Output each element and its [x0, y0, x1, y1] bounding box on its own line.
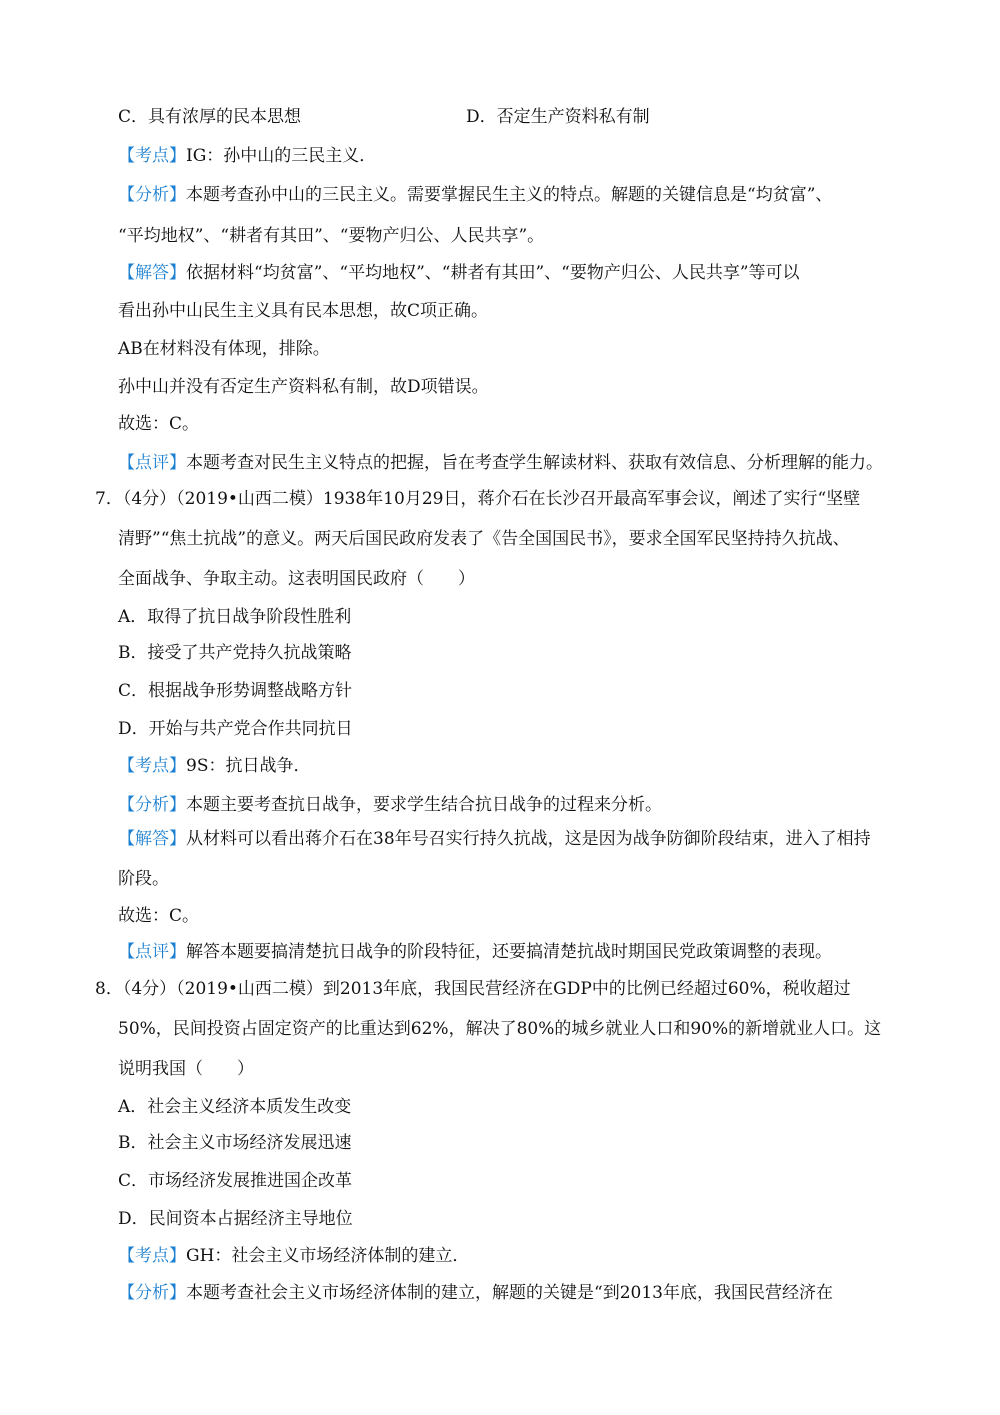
q8-option-a: A．社会主义经济本质发生改变: [118, 1097, 352, 1117]
q6-option-d: D．否定生产资料私有制: [466, 107, 650, 127]
q8-option-b: B．社会主义市场经济发展迅速: [118, 1133, 352, 1153]
jieda-tag: 【解答】: [118, 263, 186, 283]
q6-fenxi-line2: “平均地权”、“耕者有其田”、“要物产归公、人民共享”。: [118, 226, 545, 246]
kaodian-tag: 【考点】: [118, 146, 186, 166]
q7-jieda-line2: 阶段。: [118, 869, 169, 889]
q6-jieda-line5: 故选：C。: [118, 414, 200, 434]
fenxi-text: 本题考查社会主义市场经济体制的建立，解题的关键是“到2013年底，我国民营经济在: [186, 1283, 833, 1303]
kaodian-text: IG：孙中山的三民主义．: [186, 146, 377, 166]
q7-dianping: [118, 941, 832, 965]
q8-stem-line3: 说明我国（ ）: [118, 1059, 254, 1079]
q7-option-d: D．开始与共产党合作共同抗日: [118, 719, 353, 739]
q7-option-b: B．接受了共产党持久抗战策略: [118, 643, 352, 663]
q7-jieda: [118, 828, 871, 852]
dianping-tag: 【点评】: [118, 453, 186, 473]
q6-jieda-line3: AB在材料没有体现，排除。: [118, 339, 330, 359]
q6-jieda-line4: 孙中山并没有否定生产资料私有制，故D项错误。: [118, 377, 489, 397]
jieda-text-line1: 从材料可以看出蒋介石在38年号召实行持久抗战，这是因为战争防御阶段结束，进入了相持: [186, 829, 871, 849]
dianping-text: 本题考查对民生主义特点的把握，旨在考查学生解读材料、获取有效信息、分析理解的能力。: [186, 453, 883, 473]
q8-kaodian: [118, 1245, 469, 1269]
kaodian-tag: 【考点】: [118, 1246, 186, 1266]
q7-option-a: A．取得了抗日战争阶段性胜利: [118, 607, 352, 627]
fenxi-tag: 【分析】: [118, 795, 186, 815]
dianping-text: 解答本题要搞清楚抗日战争的阶段特征，还要搞清楚抗战时期国民党政策调整的表现。: [186, 942, 832, 962]
fenxi-tag: 【分析】: [118, 185, 186, 205]
q7-jieda-line3: 故选：C。: [118, 906, 200, 926]
q7-kaodian: [118, 755, 310, 779]
dianping-tag: 【点评】: [118, 942, 186, 962]
kaodian-text: GH：社会主义市场经济体制的建立．: [186, 1246, 470, 1266]
q8-stem-line1: 8．（4分）（2019•山西二模）到2013年底，我国民营经济在GDP中的比例已经超过60%，税收超过: [95, 979, 851, 999]
fenxi-text-line1: 本题考查孙中山的三民主义。需要掌握民生主义的特点。解题的关键信息是“均贫富”、: [186, 185, 833, 205]
q7-stem-line1: 7．（4分）（2019•山西二模）1938年10月29日，蒋介石在长沙召开最高军事会议，阐述了实行“坚壁: [95, 489, 861, 509]
q6-dianping: [118, 452, 883, 476]
q6-option-c: C．具有浓厚的民本思想: [118, 107, 302, 127]
kaodian-text: 9S：抗日战争．: [186, 756, 311, 776]
q8-option-d: D．民间资本占据经济主导地位: [118, 1209, 353, 1229]
kaodian-tag: 【考点】: [118, 756, 186, 776]
q7-stem-line2: 清野”“焦土抗战”的意义。两天后国民政府发表了《告全国国民书》，要求全国军民坚持持久抗战、: [118, 529, 850, 549]
fenxi-tag: 【分析】: [118, 1283, 186, 1303]
q7-stem-line3: 全面战争、争取主动。这表明国民政府（ ）: [118, 569, 475, 589]
q6-kaodian: [118, 145, 376, 169]
q7-fenxi: [118, 794, 662, 818]
q6-jieda: [118, 262, 800, 286]
jieda-text-line1: 依据材料“均贫富”、“平均地权”、“耕者有其田”、“要物产归公、人民共享”等可以: [186, 263, 800, 283]
q8-stem-line2: 50%，民间投资占固定资产的比重达到62%，解决了80%的城乡就业人口和90%的新增就业人口。这: [118, 1019, 882, 1039]
q6-fenxi: [118, 184, 832, 208]
q7-option-c: C．根据战争形势调整战略方针: [118, 681, 353, 701]
jieda-tag: 【解答】: [118, 829, 186, 849]
q8-fenxi: [118, 1282, 833, 1306]
q8-option-c: C．市场经济发展推进国企改革: [118, 1171, 353, 1191]
fenxi-text: 本题主要考查抗日战争，要求学生结合抗日战争的过程来分析。: [186, 795, 662, 815]
q6-jieda-line2: 看出孙中山民生主义具有民本思想，故C项正确。: [118, 301, 489, 321]
